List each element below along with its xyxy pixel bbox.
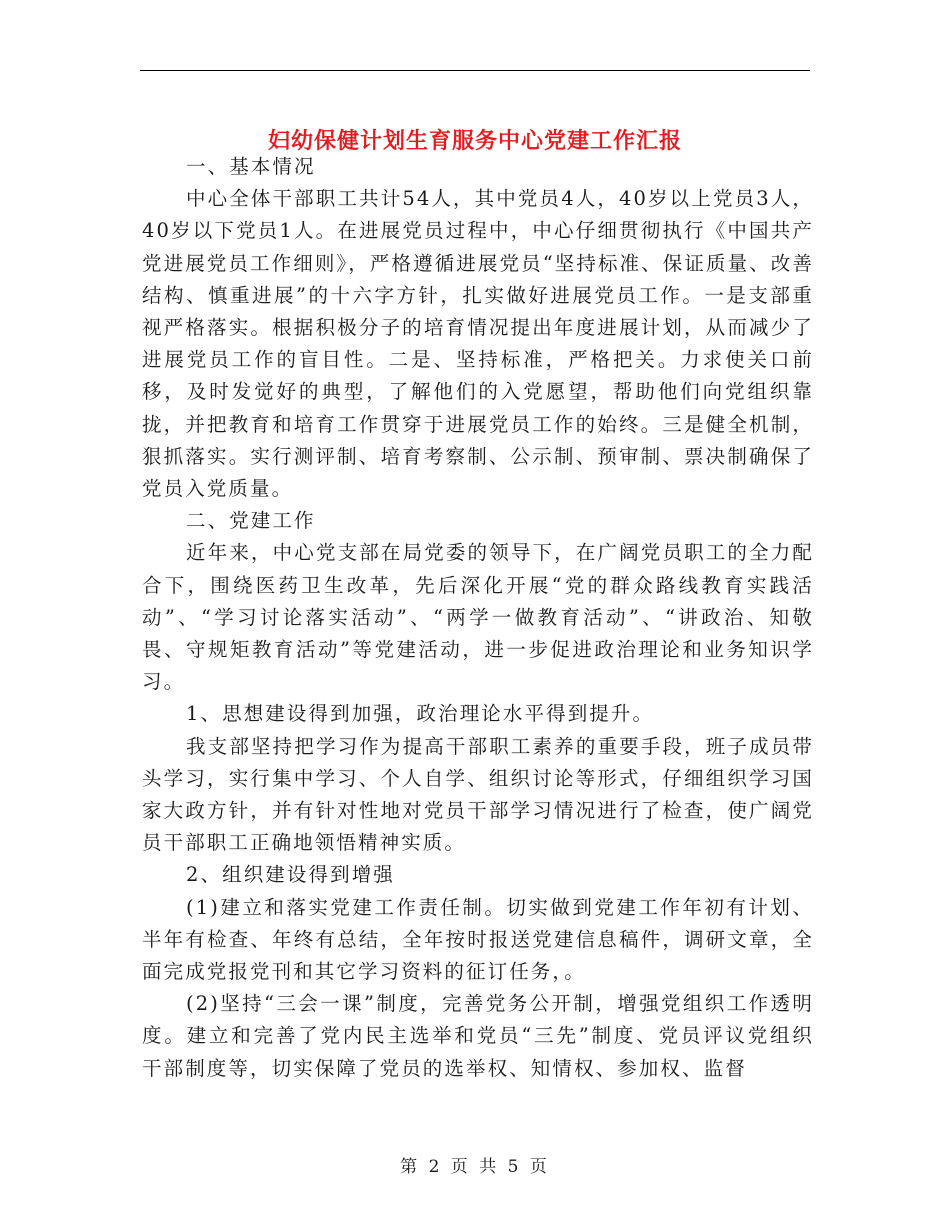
paragraph-three-meetings: (2)坚持“三会一课”制度，完善党务公开制，增强党组织工作透明度。建立和完善了党内民主选举和党员“三先”制度、党员评议党组织干部制度等，切实保障了党员的选举权、知情权、参加权、监督 [142,992,814,1080]
paragraph-responsibility: (1)建立和落实党建工作责任制。切实做到党建工作年初有计划、半年有检查、年终有总结，全年按时报送党建信息稿件，调研文章，全面完成党报党刊和其它学习资料的征订任务，。 [142,895,814,984]
paragraph-basic-info: 中心全体干部职工共计54人，其中党员4人，40岁以上党员3人，40岁以下党员1人。在进展党员过程中，中心仔细贯彻执行《中国共产党进展党员工作细则》，严格遵循进展党员“坚持标准、保证质量、改善结构、慎重进展”的十六字方针，扎实做好进展党员工作。一是支部重视严格落实。根据积极分子的培育情况提出年度进展计划，从而减少了进展党员工作的盲目性。二是、坚持标准，严格把关。力求使关口前移，及时发觉好的典型，了解他们的入党愿望，帮助他们向党组织靠拢，并把教育和培育工作贯穿于进展党员工作的始终。三是健全机制，狠抓落实。实行测评制、培育考察制、公示制、预审制、票决制确保了党员入党质量。 [142,187,814,501]
document-body [142,151,814,1085]
subheading-ideology: 1、思想建设得到加强，政治理论水平得到提升。 [186,702,655,726]
page-number: 第 2 页 共 5 页 [400,1157,550,1177]
paragraph-ideology: 我支部坚持把学习作为提高干部职工素养的重要手段，班子成员带头学习，实行集中学习、个人自学、组织讨论等形式，仔细组织学习国家大政方针，并有针对性地对党员干部学习情况进行了检查，使广阔党员干部职工正确地领悟精神实质。 [142,734,814,855]
section-heading-basic-info: 一、基本情况 [186,155,316,178]
document-title: 妇幼保健计划生育服务中心党建工作汇报 [267,127,682,154]
section-heading-party-building: 二、党建工作 [186,509,316,533]
subheading-organization: 2、组织建设得到增强 [186,863,395,887]
header-rule [140,70,810,71]
paragraph-party-building: 近年来，中心党支部在局党委的领导下，在广阔党员职工的全力配合下，围绕医药卫生改革，先后深化开展“党的群众路线教育实践活动”、“学习讨论落实活动”、“两学一做教育活动”、“讲政治、知敬畏、守规矩教育活动”等党建活动，进一步促进政治理论和业务知识学习。 [142,541,814,694]
